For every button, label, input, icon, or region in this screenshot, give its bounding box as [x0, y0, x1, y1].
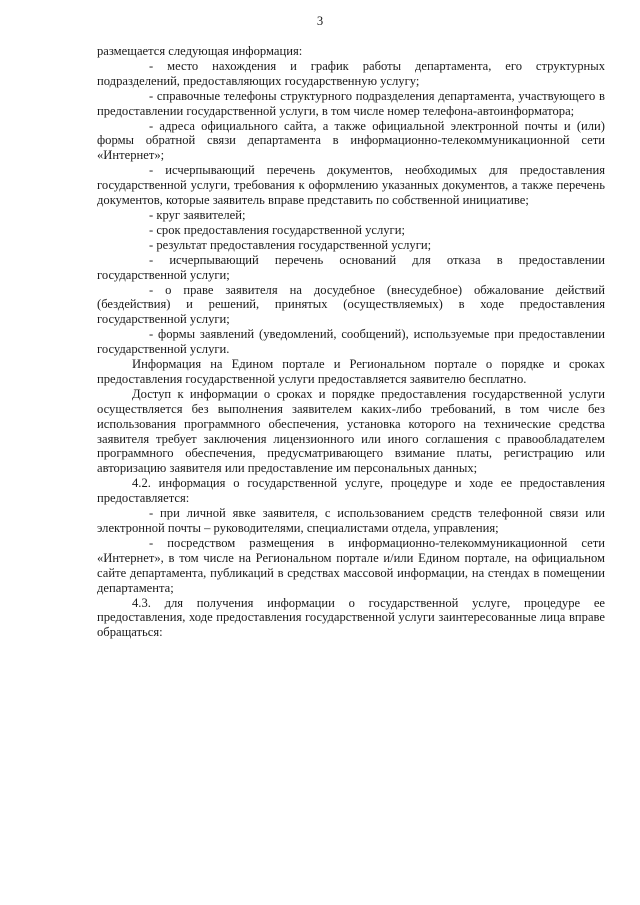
- paragraph: - круг заявителей;: [149, 207, 246, 222]
- paragraph: размещается следующая информация:: [97, 44, 303, 58]
- paragraph: - посредством размещения в информационно-телекоммуникационной сети «Интернет», в том числе на Региональном портале и/или Едином портале, на официальном сайте департамента, публикаций в средствах массовой информации, на стендах в помещении департамента;: [97, 535, 605, 595]
- paragraph: - адреса официального сайта, а также официальной электронной почты и (или) формы обратной связи департамента в информационно-телекоммуникационной сети «Интернет»;: [97, 118, 605, 163]
- paragraph: - справочные телефоны структурного подразделения департамента, участвующего в предоставлении государственной услуги, в том числе номер телефона-автоинформатора;: [97, 88, 605, 118]
- paragraph: - исчерпывающий перечень документов, необходимых для предоставления государственной услуги, требования к оформлению указанных документов, а также перечень документов, которые заявитель вправе представить по собственной инициативе;: [97, 163, 605, 208]
- paragraph: - срок предоставления государственной услуги;: [149, 222, 405, 237]
- paragraph: Информация на Едином портале и Региональном портале о порядке и сроках предоставления государственной услуги предоставляется заявителю бесплатно.: [97, 357, 605, 386]
- page-number: 3: [316, 14, 324, 28]
- paragraph: - результат предоставления государственной услуги;: [149, 237, 432, 252]
- paragraph: 4.2. информация о государственной услуге, процедуре и ходе ее предоставления предоставляется:: [97, 476, 605, 506]
- paragraph: 4.3. для получения информации о государственной услуге, процедуре ее предоставления, ходе предоставления государственной услуги заинтересованные лица вправе обращаться:: [97, 595, 605, 640]
- paragraph: - о праве заявителя на досудебное (внесудебное) обжалование действий (бездействия) и решений, принятых (осуществляемых) в ходе предоставления государственной услуги;: [97, 282, 605, 327]
- paragraph: Доступ к информации о сроках и порядке предоставления государственной услуги осуществляется без выполнения заявителем каких-либо требований, в том числе без использования программного обеспечения, установка которого на технические средства заявителя требует заключения лицензионного или иного соглашения с правообладателем программного обеспечения, предусматривающего взимание платы, регистрацию или авторизацию заявителя или предоставление им персональных данных;: [97, 386, 605, 476]
- paragraph: - исчерпывающий перечень оснований для отказа в предоставлении государственной услуги;: [97, 252, 605, 282]
- paragraph: - место нахождения и график работы департамента, его структурных подразделений, предоставляющих государственную услугу;: [97, 58, 605, 88]
- paragraph: - формы заявлений (уведомлений, сообщений), используемые при предоставлении государственной услуги.: [97, 327, 605, 357]
- document-body: [97, 44, 605, 640]
- paragraph: - при личной явке заявителя, с использованием средств телефонной связи или электронной почты – руководителями, специалистами отдела, управления;: [97, 506, 605, 535]
